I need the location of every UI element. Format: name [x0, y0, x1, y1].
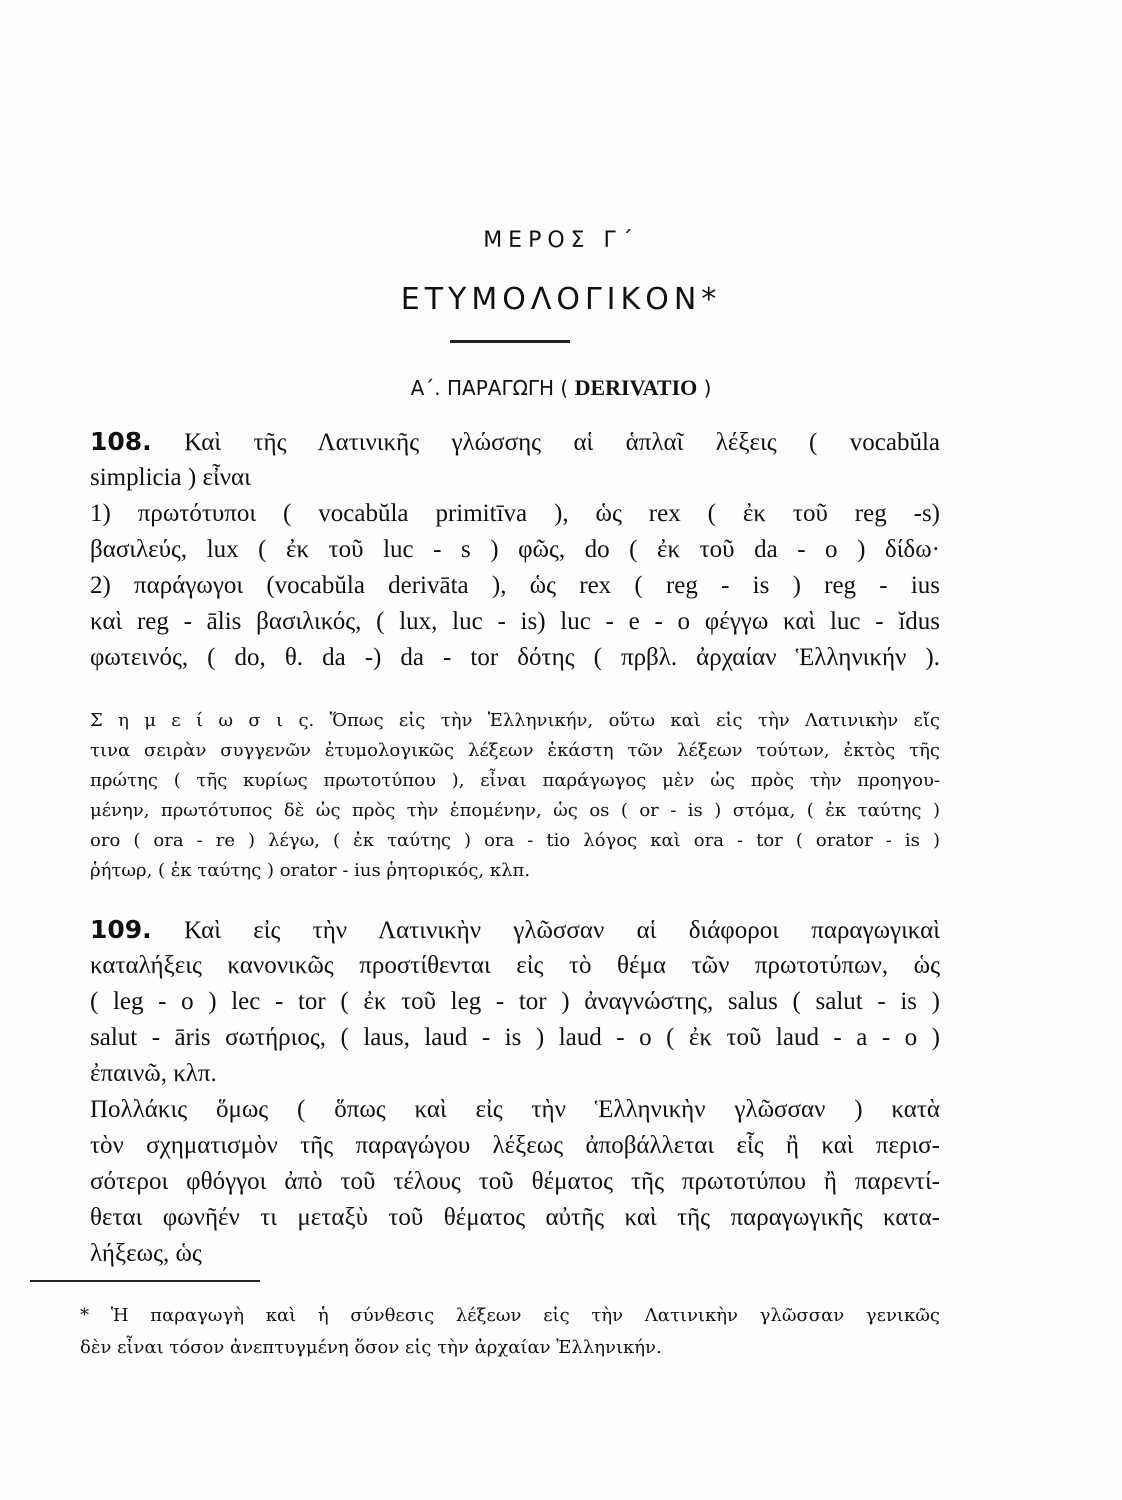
- note-line-6: ῥήτωρ, ( ἐκ ταύτης ) orator - ius ῥητορικός, κλπ.: [90, 860, 531, 881]
- note-line-3: πρώτης ( τῆς κυρίως πρωτοτύπου ), εἶναι παράγωγος μὲν ὡς πρὸς τὴν προηγου-: [90, 770, 940, 791]
- p109-line-6: Πολλάκις ὅμως ( ὅπως καὶ εἰς τὴν Ἑλληνικὴν γλῶσσαν ) κατὰ: [90, 1096, 940, 1123]
- note-line-1: Σ η μ ε ί ω σ ι ς. Ὅπως εἰς τὴν Ἑλληνικήν, οὕτω καὶ εἰς τὴν Λατινικὴν εἴς: [90, 710, 940, 731]
- footnote-rule: [30, 1280, 260, 1282]
- section-heading-greek: Α΄. ΠΑΡΑΓΩΓΗ (: [410, 376, 569, 400]
- p108-line-5: 2) παράγωγοι (vocabŭla derivāta ), ὡς rex ( reg - is ) reg - ius: [90, 572, 940, 599]
- p108-line-4: βασιλεύς, lux ( ἐκ τοῦ luc - s ) φῶς, do ( ἐκ τοῦ da - o ) δίδω·: [90, 536, 940, 563]
- chapter-title: ΕΤΥΜΟΛΟΓΙΚΟΝ*: [400, 282, 722, 317]
- p108-line-2: simplicia ) εἶναι: [90, 464, 251, 491]
- section-heading-latin: DERIVATIO: [574, 375, 698, 400]
- paragraph-108: [90, 424, 940, 676]
- p109-line-1: [90, 912, 940, 948]
- p108-line-3: 1) πρωτότυποι ( vocabŭla primitīva ), ὡς rex ( ἐκ τοῦ reg -s): [90, 500, 940, 527]
- p109-line-3: ( leg - o ) lec - tor ( ἐκ τοῦ leg - tor ) ἀναγνώστης, salus ( salut - is ): [90, 988, 940, 1015]
- p109-line-5: ἐπαινῶ, κλπ.: [90, 1060, 217, 1087]
- p108-text-1: Καὶ τῆς Λατινικῆς γλώσσης αἱ ἁπλαῖ λέξεις ( vocabŭla: [184, 429, 940, 456]
- footnote: [80, 1300, 940, 1364]
- footnote-line-2: δὲν εἶναι τόσον ἀνεπτυγμένη ὅσον εἰς τὴν ἀρχαίαν Ἑλληνικήν.: [80, 1337, 662, 1358]
- p108-number: 108.: [90, 427, 152, 456]
- title-rule: [450, 340, 570, 343]
- p109-line-7: τὸν σχηματισμὸν τῆς παραγώγου λέξεως ἀποβάλλεται εἷς ἢ καὶ περισ-: [90, 1132, 940, 1159]
- p109-line-8: σότεροι φθόγγοι ἀπὸ τοῦ τέλους τοῦ θέματος τῆς πρωτοτύπου ἢ παρεντί-: [90, 1168, 940, 1195]
- p108-line-1: [90, 424, 940, 460]
- p109-text-1: Καὶ εἰς τὴν Λατινικὴν γλῶσσαν αἱ διάφοροι παραγωγικαὶ: [183, 917, 940, 944]
- section-heading: [0, 375, 1122, 401]
- part-title: ΜΕΡΟΣ Γ΄: [483, 228, 639, 253]
- note-line-2: τινα σειρὰν συγγενῶν ἐτυμολογικῶς λέξεων ἑκάστη τῶν λέξεων τούτων, ἐκτὸς τῆς: [90, 740, 940, 761]
- footnote-line-1: * Ἡ παραγωγὴ καὶ ἡ σύνθεσις λέξεων εἰς τὴν Λατινικὴν γλῶσσαν γενικῶς: [80, 1305, 940, 1326]
- p109-number: 109.: [90, 915, 152, 944]
- p109-line-9: θεται φωνῆέν τι μεταξὺ τοῦ θέματος αὐτῆς καὶ τῆς παραγωγικῆς κατα-: [90, 1204, 940, 1231]
- note-line-4: μένην, πρωτότυπος δὲ ὡς πρὸς τὴν ἑπομένην, ὡς os ( or - is ) στόμα, ( ἐκ ταύτης ): [90, 800, 940, 821]
- note-block: [90, 706, 940, 886]
- p109-line-4: salut - āris σωτήριος, ( laus, laud - is ) laud - o ( ἐκ τοῦ laud - a - o ): [90, 1024, 940, 1051]
- section-heading-close: ): [703, 376, 712, 400]
- p109-line-10: λήξεως, ὡς: [90, 1240, 202, 1267]
- note-line-5: oro ( ora - re ) λέγω, ( ἐκ ταύτης ) ora - tio λόγος καὶ ora - tor ( orator - is ): [90, 830, 940, 851]
- paragraph-109: [90, 912, 940, 1272]
- p109-line-2: καταλήξεις κανονικῶς προστίθενται εἰς τὸ θέμα τῶν πρωτοτύπων, ὡς: [90, 952, 940, 979]
- p108-line-6: καὶ reg - ālis βασιλικός, ( lux, luc - is) luc - e - o φέγγω καὶ luc - ĭdus: [90, 608, 940, 635]
- p108-line-7: φωτεινός, ( do, θ. da -) da - tor δότης ( πρβλ. ἀρχαίαν Ἑλληνικήν ).: [90, 644, 940, 671]
